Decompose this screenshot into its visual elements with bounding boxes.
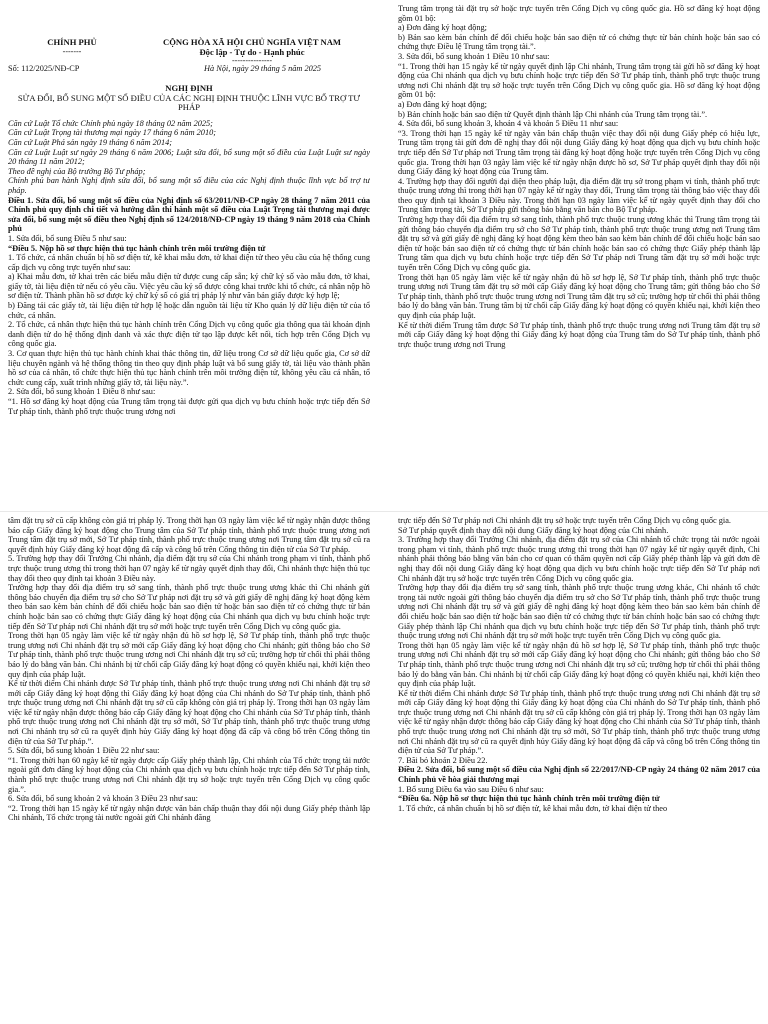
legal-basis: Căn cứ Luật Trọng tài thương mại ngày 17 tháng 6 năm 2010; xyxy=(8,128,217,138)
paragraph: Kể từ thời điểm Chi nhánh được Sở Tư pháp tỉnh, thành phố trực thuộc trung ương nơi Chi nhánh đặt trụ sở mới cấp Giấy đăng ký hoạt động thì Giấy đăng ký hoạt động của Chi nhánh do Sở Tư pháp tỉnh, thành phố trực thuộc trung ương nơi Chi nhánh đặt trụ sở cũ cấp không còn giá trị pháp lý. Trong thời hạn 03 ngày làm việc kể từ ngày nhận được thông báo cấp Giấy đăng ký hoạt động cho Chi nhánh của Sở Tư pháp tỉnh, thành phố trực thuộc trung ương nơi Chi nhánh đặt trụ sở mới, Sở Tư pháp tỉnh, thành phố trực thuộc trung ương nơi Chi nhánh trụ sở cũ ra quyết định hủy Giấy đăng ký hoạt động đã cấp và công bố trên Cổng thông tin điện tử của Sở Tư pháp.”. xyxy=(8,679,370,746)
paragraph: 3. Sửa đổi, bổ sung khoản 1 Điều 10 như sau: xyxy=(398,51,550,61)
paragraph: 5. Sửa đổi, bổ sung khoản 1 Điều 22 như sau: xyxy=(8,746,160,756)
document-meta xyxy=(8,64,370,78)
paragraph: b) Đăng tải các giấy tờ, tài liệu điện tử hợp lệ hoặc dẫn nguồn tài liệu từ Kho quản lý dữ liệu điện tử của tổ chức, cá nhân. xyxy=(8,301,370,320)
paragraph: 1. Bổ sung Điều 6a vào sau Điều 6 như sau: xyxy=(398,784,544,794)
paragraph: a) Đơn đăng ký hoạt động; xyxy=(398,23,487,33)
paragraph: Trong thời hạn 05 ngày làm việc kể từ ngày nhận đủ hồ sơ hợp lệ, Sở Tư pháp tỉnh, thành phố trực thuộc trung ương nơi Chi nhánh đặt trụ sở mới cấp Giấy đăng ký hoạt động cho Chi nhánh; gửi thông báo cho Sở Tư pháp tỉnh, thành phố trực thuộc trung ương nơi Chi nhánh đặt trụ sở cũ; trường hợp từ chối thì phải thông báo lý do bằng văn bản. Chi nhánh bị từ chối cấp Giấy đăng ký hoạt động có quyền khiếu nại, khởi kiện theo quy định của pháp luật. xyxy=(8,631,370,679)
paragraph: Trung tâm trọng tài đặt trụ sở hoặc trực tuyến trên Cổng Dịch vụ công quốc gia. Hồ sơ đăng ký hoạt động gồm 01 bộ: xyxy=(398,4,760,23)
motto-divider: --------------- xyxy=(232,56,272,66)
paragraph: Trường hợp thay đổi địa điểm trụ sở sang tỉnh, thành phố trực thuộc trung ương khác, Chi nhánh tổ chức trọng tài nước ngoài gửi thông báo chuyển địa điểm trụ sở cho Sở Tư pháp tỉnh, thành phố trực thuộc trung ương nơi Chi nhánh đặt trụ sở và gửi giấy đề nghị đăng ký hoạt động kèm theo bản sao kèm bản chính để đối chiếu hoặc bản sao điện tử hoặc bản sao điện tử có chứng thực từ bản chính hoặc bản sao có chứng thực Giấy phép thành lập Chi nhánh qua dịch vụ bưu chính hoặc trực tiếp đến Sở Tư pháp tỉnh, thành phố trực thuộc trung ương nơi Chi nhánh đặt trụ sở mới hoặc trực tuyến trên Cổng Dịch vụ công quốc gia. xyxy=(398,583,760,641)
paragraph: 3. Trường hợp thay đổi Trưởng Chi nhánh, địa điểm đặt trụ sở của Chi nhánh tổ chức trọng tài nước ngoài trong phạm vi tỉnh, thành phố trực thuộc trung ương thì trong thời hạn 07 ngày kể từ ngày quyết định, Chi nhánh phải thông báo bằng văn bản cho cơ quan có thẩm quyền nơi cấp Giấy phép thành lập và gửi đơn đề nghị thay đổi nội dung Giấy đăng ký hoạt động qua dịch vụ bưu chính hoặc trực tiếp đến Sở Tư pháp nơi Chi nhánh đặt trụ sở hoặc trực tuyến trên Cổng Dịch vụ công quốc gia. xyxy=(398,535,760,583)
document-title: SỬA ĐỔI, BỔ SUNG MỘT SỐ ĐIỀU CỦA CÁC NGHỊ ĐỊNH THUỘC LĨNH VỰC BỔ TRỢ TƯ PHÁP xyxy=(17,92,361,113)
paragraph: tâm đặt trụ sở cũ cấp không còn giá trị pháp lý. Trong thời hạn 03 ngày làm việc kể từ ngày nhận được thông báo cấp Giấy đăng ký hoạt động cho Trung tâm của Sở Tư pháp tỉnh, thành phố trực thuộc trung ương nơi Trung tâm đặt trụ sở mới, Sở Tư pháp tỉnh, thành phố trực thuộc trung ương nơi Trung tâm đặt trụ sở cũ ra quyết định hủy Giấy đăng ký hoạt động đã cấp và công bố trên Cổng thông tin điện tử của Sở Tư pháp. xyxy=(8,516,370,554)
page2-right-column xyxy=(398,516,760,1022)
page1-left-column xyxy=(8,4,370,510)
document-number: Số: 112/2025/NĐ-CP xyxy=(8,64,80,73)
article-1-heading: Điều 1. Sửa đổi, bổ sung một số điều của Nghị định số 63/2011/NĐ-CP ngày 28 tháng 7 năm 2011 của Chính phủ quy định chi tiết và hướng dẫn thi hành một số điều của Luật Trọng tài thương mại được sửa đổi, bổ sung một số điều theo Nghị định số 124/2018/NĐ-CP ngày 19 tháng 9 năm 2018 của Chính phủ xyxy=(8,195,370,234)
issuer-divider: ------- xyxy=(62,46,82,56)
issuer-block xyxy=(12,38,132,56)
paragraph: Trong thời hạn 05 ngày làm việc kể từ ngày nhận đủ hồ sơ hợp lệ, Sở Tư pháp tỉnh, thành phố trực thuộc trung ương nơi Trung tâm đặt trụ sở mới cấp Giấy đăng ký hoạt động cho Trung tâm; gửi thông báo cho Sở Tư pháp tỉnh, thành phố trực thuộc trung ương nơi Trung tâm đặt trụ sở cũ; trường hợp từ chối thì phải thông báo lý do bằng văn bản. Trung tâm bị từ chối cấp Giấy đăng ký hoạt động có quyền khiếu nại, khởi kiện theo quy định của pháp luật. xyxy=(398,272,760,320)
paragraph: Trong thời hạn 05 ngày làm việc kể từ ngày nhận đủ hồ sơ hợp lệ, Sở Tư pháp tỉnh, thành phố trực thuộc trung ương nơi Chi nhánh đặt trụ sở mới cấp Giấy đăng ký hoạt động cho Chi nhánh; gửi thông báo cho Sở Tư pháp tỉnh, thành phố trực thuộc trung ương nơi Chi nhánh đặt trụ sở cũ; trường hợp từ chối thì phải thông báo lý do bằng văn bản. Chi nhánh bị từ chối cấp Giấy đăng ký hoạt động có quyền khiếu nại, khởi kiện theo quy định của pháp luật. xyxy=(398,640,760,689)
paragraph: trực tiếp đến Sở Tư pháp nơi Chi nhánh đặt trụ sở hoặc trực tuyến trên Cổng Dịch vụ công quốc gia. xyxy=(398,516,731,525)
document-page-2 xyxy=(0,512,768,1024)
paragraph: 1. Tổ chức, cá nhân chuẩn bị hồ sơ điện tử, kê khai mẫu đơn, tờ khai điện tử theo yêu cầu của hệ thống cung cấp dịch vụ công trực tuyến như sau: xyxy=(8,253,370,272)
issuer-name: CHÍNH PHỦ xyxy=(47,37,97,47)
paragraph: Trường hợp thay đổi địa điểm trụ sở sang tỉnh, thành phố trực thuộc trung ương khác thì Chi nhánh gửi thông báo chuyển địa điểm trụ sở cho Sở Tư pháp nơi đặt trụ sở và gửi giấy đề nghị đăng ký hoạt động kèm theo bản sao kèm bản chính để đối chiếu hoặc bản sao điện tử hoặc bản sao điện tử có chứng thực từ bản chính hoặc bản sao có chứng thực Giấy đăng ký hoạt động của Chi nhánh qua dịch vụ bưu chính hoặc trực tiếp đến Sở Tư pháp nơi Chi nhánh đặt trụ sở mới hoặc trực tuyến trên Cổng Dịch vụ công quốc gia. xyxy=(8,583,370,631)
paragraph: b) Bản chính hoặc bản sao điện tử Quyết định thành lập Chi nhánh của Trung tâm trọng tài.”. xyxy=(398,109,708,119)
paragraph: 3. Cơ quan thực hiện thủ tục hành chính khai thác thông tin, dữ liệu trong Cơ sở dữ liệu quốc gia, Cơ sở dữ liệu chuyên ngành và hệ thống thông tin theo quy định pháp luật và bổ sung giấy tờ, tài liệu vào thành phần hồ sơ của cá nhân, tổ chức thực hiện thủ tục hành chính trên môi trường điện tử, không yêu cầu cá nhân, tổ chức cung cấp, xuất trình những giấy tờ, tài liệu này.”. xyxy=(8,349,370,387)
paragraph: 4. Trường hợp thay đổi người đại diện theo pháp luật, địa điểm đặt trụ sở trong phạm vi tỉnh, thành phố trực thuộc trung ương thì trong thời hạn 07 ngày kể từ ngày thay đổi, Trung tâm trọng tài thông báo việc thay đổi theo quy định tại khoản 3 Điều này. Trong thời hạn 03 ngày làm việc kể từ ngày quyết định thay đổi cho Trung tâm trọng tài, Sở Tư pháp gửi thông báo bằng văn bản cho Bộ Tư pháp. xyxy=(398,176,760,215)
paragraph: “3. Trong thời hạn 15 ngày kể từ ngày văn bản chấp thuận việc thay đổi nội dung Giấy phép có hiệu lực, Trung tâm trọng tài gửi đơn đề nghị thay đổi nội dung Giấy đăng ký hoạt động qua dịch vụ bưu chính hoặc trực tiếp đến Sở Tư pháp nơi Trung tâm trọng tài đăng ký hoạt động hoặc trực tuyến trên Cổng Dịch vụ công quốc gia. Trong thời hạn 03 ngày làm việc kể từ ngày nhận được hồ sơ, Sở Tư pháp quyết định thay đổi nội dung Giấy đăng ký hoạt động của Trung tâm. xyxy=(398,128,760,177)
paragraph: “2. Trong thời hạn 15 ngày kể từ ngày nhận được văn bản chấp thuận thay đổi nội dung Giấy phép thành lập Chi nhánh, Tổ chức trọng tài nước ngoài gửi Chi nhánh đăng xyxy=(8,803,370,823)
legal-basis: Chính phủ ban hành Nghị định sửa đổi, bổ sung một số điều của các Nghị định thuộc lĩnh vực bổ trợ tư pháp. xyxy=(8,176,370,195)
paragraph: “1. Trong thời hạn 60 ngày kể từ ngày được cấp Giấy phép thành lập, Chi nhánh của Tổ chức trọng tài nước ngoài gửi đơn đăng ký hoạt động của Chi nhánh qua dịch vụ bưu chính hoặc trực tiếp đến Sở Tư pháp tỉnh, thành phố trực thuộc trung ương nơi Chi nhánh đặt trụ sở hoặc trực tuyến trên Cổng Dịch vụ công quốc gia.”. xyxy=(8,755,370,794)
legal-basis: Căn cứ Luật Tổ chức Chính phủ ngày 18 tháng 02 năm 2025; xyxy=(8,118,213,128)
page2-left-column xyxy=(8,516,370,1022)
place-date: Hà Nội, ngày 29 tháng 5 năm 2025 xyxy=(204,64,322,73)
paragraph: a) Đơn đăng ký hoạt động; xyxy=(398,99,487,109)
paragraph: a) Khai mẫu đơn, tờ khai trên các biểu mẫu điện tử được cung cấp sẵn; ký chữ ký số vào mẫu đơn, tờ khai, giấy tờ, tài liệu điện tử nếu có yêu cầu. Việc yêu cầu ký số được công khai trước khi tổ chức, cá nhân nộp hồ sơ điện tử. Thành phần hồ sơ được ký chữ ký số có giá trị pháp lý như văn bản giấy được ký hợp lệ; xyxy=(8,272,370,301)
paragraph: Sở Tư pháp quyết định thay đổi nội dung Giấy đăng ký hoạt động của Chi nhánh. xyxy=(398,525,669,535)
article-5-heading: “Điều 5. Nộp hồ sơ thực hiện thủ tục hành chính trên môi trường điện tử xyxy=(8,243,266,253)
paragraph: “1. Trong thời hạn 15 ngày kể từ ngày quyết định lập Chi nhánh, Trung tâm trọng tài gửi hồ sơ đăng ký hoạt động của Chi nhánh qua dịch vụ bưu chính hoặc trực tiếp đến Sở Tư pháp tỉnh, thành phố trực thuộc trung ương nơi Chi nhánh đặt trụ sở hoặc trực tuyến trên Cổng Dịch vụ công quốc gia. Hồ sơ đăng ký hoạt động gồm 01 bộ: xyxy=(398,61,760,100)
paragraph: 2. Tổ chức, cá nhân thực hiện thủ tục hành chính trên Cổng Dịch vụ công quốc gia thông qua tài khoản định danh điện tử do hệ thống định danh và xác thực điện tử tạo lập được kết nối, tích hợp trên Cổng Dịch vụ công quốc gia. xyxy=(8,320,370,349)
national-block xyxy=(134,38,370,65)
paragraph: 4. Sửa đổi, bổ sung khoản 3, khoản 4 và khoản 5 Điều 11 như sau: xyxy=(398,119,619,129)
article-6a-heading: “Điều 6a. Nộp hồ sơ thực hiện thủ tục hành chính trên môi trường điện tử xyxy=(398,794,660,804)
paragraph: 1. Tổ chức, cá nhân chuẩn bị hồ sơ điện tử, kê khai mẫu đơn, tờ khai điện tử theo xyxy=(398,803,668,813)
paragraph: Kể từ thời điểm Chi nhánh được Sở Tư pháp tỉnh, thành phố trực thuộc trung ương nơi Chi nhánh đặt trụ sở mới cấp Giấy đăng ký hoạt động thì Giấy đăng ký hoạt động của Chi nhánh do Sở Tư pháp tỉnh, thành phố trực thuộc trung ương nơi Chi nhánh đặt trụ sở cũ cấp không còn giá trị pháp lý. Trong thời hạn 03 ngày làm việc kể từ ngày nhận được thông báo cấp Giấy đăng ký hoạt động cho Chi nhánh của Sở Tư pháp tỉnh, thành phố trực thuộc trung ương nơi Chi nhánh đặt trụ sở mới, Sở Tư pháp tỉnh, thành phố trực thuộc trung ương nơi Chi nhánh đặt trụ sở cũ ra quyết định hủy Giấy đăng ký hoạt động đã cấp và công bố trên Cổng thông tin điện tử của Sở Tư pháp.”. xyxy=(398,688,760,756)
paragraph: 1. Sửa đổi, bổ sung Điều 5 như sau: xyxy=(8,233,127,243)
nation-name: CỘNG HÒA XÃ HỘI CHỦ NGHĨA VIỆT NAM xyxy=(162,37,342,47)
document-header xyxy=(8,4,370,66)
paragraph: 2. Sửa đổi, bổ sung khoản 1 Điều 8 như sau: xyxy=(8,387,156,397)
national-motto: Độc lập - Tự do - Hạnh phúc xyxy=(199,46,305,57)
paragraph: “1. Hồ sơ đăng ký hoạt động của Trung tâm trọng tài được gửi qua dịch vụ bưu chính hoặc trực tiếp đến Sở Tư pháp tỉnh, thành phố trực thuộc trung ương nơi xyxy=(8,397,370,416)
document-type: NGHỊ ĐỊNH xyxy=(165,83,213,93)
paragraph: Kể từ thời điểm Trung tâm được Sở Tư pháp tỉnh, thành phố trực thuộc trung ương nơi Trung tâm đặt trụ sở mới cấp Giấy đăng ký hoạt động thì Giấy đăng ký hoạt động của Trung tâm do Sở Tư pháp tỉnh, thành phố trực thuộc trung ương nơi Trung xyxy=(398,320,760,349)
paragraph: 7. Bãi bỏ khoản 2 Điều 22. xyxy=(398,755,488,765)
paragraph: b) Bản sao kèm bản chính để đối chiếu hoặc bản sao điện tử có chứng thực từ bản chính hoặc bản sao có chứng thực Điều lệ Trung tâm trọng tài.”. xyxy=(398,32,760,52)
paragraph: 6. Sửa đổi, bổ sung khoản 2 và khoản 3 Điều 23 như sau: xyxy=(8,794,198,804)
page1-right-column xyxy=(398,4,760,510)
paragraph: 5. Trường hợp thay đổi Trưởng Chi nhánh, địa điểm đặt trụ sở của Chi nhánh trong phạm vi tỉnh, thành phố trực thuộc trung ương thì trong thời hạn 07 ngày kể từ ngày quyết định thay đổi, Chi nhánh thực hiện thủ tục thay đổi theo quy định tại khoản 3 Điều này. xyxy=(8,554,370,583)
legal-bases xyxy=(8,119,370,196)
article-2-heading: Điều 2. Sửa đổi, bổ sung một số điều của Nghị định số 22/2017/NĐ-CP ngày 24 tháng 02 năm 2017 của Chính phủ về hòa giải thương mại xyxy=(398,765,760,785)
legal-basis: Theo đề nghị của Bộ trưởng Bộ Tư pháp; xyxy=(8,166,146,176)
legal-basis: Căn cứ Luật Phá sản ngày 19 tháng 6 năm 2014; xyxy=(8,137,173,147)
legal-basis: Căn cứ Luật Luật sư ngày 29 tháng 6 năm 2006; Luật sửa đổi, bổ sung một số điều của Luật Luật sư ngày 20 tháng 11 năm 2012; xyxy=(8,147,370,167)
paragraph: Trường hợp thay đổi địa điểm trụ sở sang tỉnh, thành phố trực thuộc trung ương khác thì Trung tâm trọng tài gửi thông báo chuyển địa điểm trụ sở cho Sở Tư pháp tỉnh, thành phố trực thuộc trung ương nơi Trung tâm đặt trụ sở và gửi giấy đề nghị đăng ký hoạt động kèm theo bản sao kèm bản chính để đối chiếu hoặc bản sao điện tử hoặc bản sao điện tử có chứng thực từ bản chính hoặc bản sao có chứng thực Giấy phép thành lập Trung tâm qua dịch vụ bưu chính hoặc trực tiếp đến Sở Tư pháp nơi Trung tâm đặt trụ sở mới hoặc trực tuyến trên Cổng Dịch vụ công quốc gia. xyxy=(398,215,760,273)
